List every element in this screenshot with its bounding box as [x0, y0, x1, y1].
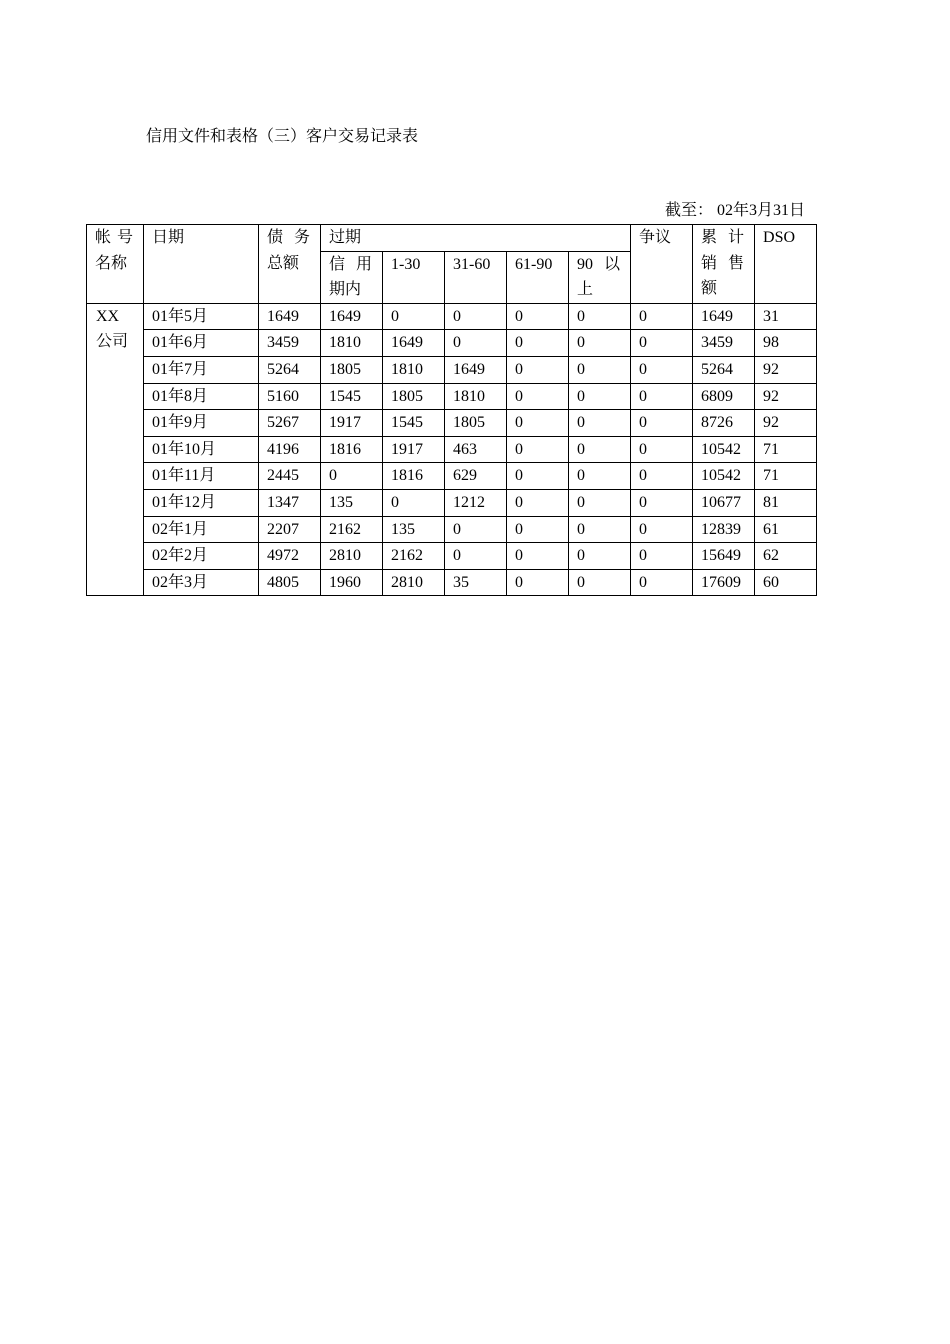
cell-overdue-61-90: 0	[507, 516, 569, 543]
cell-dispute: 0	[631, 463, 693, 490]
cell-overdue-61-90: 0	[507, 410, 569, 437]
cell-within-credit: 135	[321, 489, 383, 516]
cell-dso: 71	[755, 436, 817, 463]
cell-dispute: 0	[631, 330, 693, 357]
cell-overdue-61-90: 0	[507, 303, 569, 330]
cell-overdue-1-30: 1917	[383, 436, 445, 463]
cell-overdue-61-90: 0	[507, 463, 569, 490]
header-date: 日期	[144, 225, 259, 304]
cell-dso: 81	[755, 489, 817, 516]
header-90-plus: 90 以 上	[569, 251, 631, 303]
header-within-credit-period: 信 用 期内	[321, 251, 383, 303]
transaction-record-table	[86, 224, 817, 596]
cell-cumulative-sales: 17609	[693, 569, 755, 596]
cell-within-credit: 2162	[321, 516, 383, 543]
cell-overdue-1-30: 2162	[383, 543, 445, 570]
cell-overdue-31-60: 629	[445, 463, 507, 490]
cell-within-credit: 1917	[321, 410, 383, 437]
table-row	[87, 303, 817, 330]
table-row	[87, 436, 817, 463]
cell-overdue-90-plus: 0	[569, 356, 631, 383]
cell-cumulative-sales: 8726	[693, 410, 755, 437]
cell-overdue-1-30: 1816	[383, 463, 445, 490]
cell-total-debt: 2445	[259, 463, 321, 490]
cell-overdue-90-plus: 0	[569, 436, 631, 463]
table-row	[87, 463, 817, 490]
table-row	[87, 410, 817, 437]
table-row	[87, 569, 817, 596]
cell-total-debt: 4805	[259, 569, 321, 596]
cell-cumulative-sales: 12839	[693, 516, 755, 543]
cell-overdue-1-30: 0	[383, 303, 445, 330]
cell-total-debt: 1649	[259, 303, 321, 330]
cell-total-debt: 1347	[259, 489, 321, 516]
cell-total-debt: 2207	[259, 516, 321, 543]
cell-within-credit: 1805	[321, 356, 383, 383]
cell-overdue-90-plus: 0	[569, 543, 631, 570]
cell-total-debt: 4972	[259, 543, 321, 570]
cell-cumulative-sales: 6809	[693, 383, 755, 410]
cell-overdue-90-plus: 0	[569, 516, 631, 543]
cell-date: 02年3月	[144, 569, 259, 596]
cell-date: 01年5月	[144, 303, 259, 330]
cell-overdue-90-plus: 0	[569, 569, 631, 596]
cell-date: 01年12月	[144, 489, 259, 516]
cell-cumulative-sales: 10677	[693, 489, 755, 516]
cell-dispute: 0	[631, 356, 693, 383]
cell-overdue-1-30: 135	[383, 516, 445, 543]
cell-overdue-31-60: 0	[445, 516, 507, 543]
cell-overdue-90-plus: 0	[569, 303, 631, 330]
header-31-60: 31-60	[445, 251, 507, 303]
cell-within-credit: 1960	[321, 569, 383, 596]
table-row	[87, 516, 817, 543]
cell-overdue-31-60: 1212	[445, 489, 507, 516]
cell-overdue-90-plus: 0	[569, 410, 631, 437]
cell-dispute: 0	[631, 543, 693, 570]
cell-within-credit: 0	[321, 463, 383, 490]
header-1-30: 1-30	[383, 251, 445, 303]
header-row-1	[87, 225, 817, 252]
cell-dispute: 0	[631, 410, 693, 437]
cell-date: 01年8月	[144, 383, 259, 410]
header-dispute: 争议	[631, 225, 693, 304]
cell-overdue-31-60: 0	[445, 303, 507, 330]
cell-overdue-31-60: 1649	[445, 356, 507, 383]
cell-cumulative-sales: 15649	[693, 543, 755, 570]
cell-within-credit: 1649	[321, 303, 383, 330]
cell-date: 02年1月	[144, 516, 259, 543]
cell-date: 01年11月	[144, 463, 259, 490]
cell-cumulative-sales: 10542	[693, 463, 755, 490]
cell-cumulative-sales: 10542	[693, 436, 755, 463]
table-row	[87, 356, 817, 383]
cell-within-credit: 1816	[321, 436, 383, 463]
cell-overdue-31-60: 1810	[445, 383, 507, 410]
cell-overdue-1-30: 1649	[383, 330, 445, 357]
cell-within-credit: 1545	[321, 383, 383, 410]
cell-total-debt: 4196	[259, 436, 321, 463]
cell-dispute: 0	[631, 436, 693, 463]
cell-date: 01年9月	[144, 410, 259, 437]
cell-dispute: 0	[631, 569, 693, 596]
cell-overdue-31-60: 0	[445, 330, 507, 357]
cell-dso: 60	[755, 569, 817, 596]
cell-total-debt: 5267	[259, 410, 321, 437]
cell-dso: 71	[755, 463, 817, 490]
cell-dso: 98	[755, 330, 817, 357]
cell-overdue-1-30: 1545	[383, 410, 445, 437]
cell-overdue-1-30: 0	[383, 489, 445, 516]
cell-overdue-31-60: 463	[445, 436, 507, 463]
as-of-date: 截至： 02年3月31日	[664, 202, 805, 219]
cell-overdue-31-60: 1805	[445, 410, 507, 437]
cell-total-debt: 5264	[259, 356, 321, 383]
cell-overdue-31-60: 35	[445, 569, 507, 596]
cell-overdue-61-90: 0	[507, 569, 569, 596]
cell-overdue-1-30: 2810	[383, 569, 445, 596]
cell-dso: 92	[755, 356, 817, 383]
cell-dispute: 0	[631, 489, 693, 516]
cell-dispute: 0	[631, 303, 693, 330]
cell-date: 01年10月	[144, 436, 259, 463]
cell-date: 01年6月	[144, 330, 259, 357]
cell-dso: 92	[755, 383, 817, 410]
table-row	[87, 543, 817, 570]
cell-date: 02年2月	[144, 543, 259, 570]
cell-cumulative-sales: 5264	[693, 356, 755, 383]
header-total-debt: 债 务 总额	[259, 225, 321, 304]
cell-overdue-61-90: 0	[507, 436, 569, 463]
cell-cumulative-sales: 3459	[693, 330, 755, 357]
cell-overdue-90-plus: 0	[569, 489, 631, 516]
header-cumulative-sales: 累 计 销 售 额	[693, 225, 755, 304]
cell-overdue-90-plus: 0	[569, 330, 631, 357]
table-row	[87, 330, 817, 357]
cell-cumulative-sales: 1649	[693, 303, 755, 330]
cell-date: 01年7月	[144, 356, 259, 383]
cell-overdue-31-60: 0	[445, 543, 507, 570]
cell-total-debt: 5160	[259, 383, 321, 410]
table-row	[87, 383, 817, 410]
cell-dispute: 0	[631, 383, 693, 410]
cell-overdue-90-plus: 0	[569, 383, 631, 410]
cell-dso: 31	[755, 303, 817, 330]
header-overdue: 过期	[321, 225, 631, 252]
cell-overdue-61-90: 0	[507, 543, 569, 570]
cell-overdue-61-90: 0	[507, 330, 569, 357]
cell-overdue-61-90: 0	[507, 383, 569, 410]
account-name-cell: XX 公司	[87, 303, 144, 596]
table-row	[87, 489, 817, 516]
cell-overdue-1-30: 1805	[383, 383, 445, 410]
cell-overdue-61-90: 0	[507, 356, 569, 383]
cell-overdue-61-90: 0	[507, 489, 569, 516]
cell-total-debt: 3459	[259, 330, 321, 357]
cell-within-credit: 1810	[321, 330, 383, 357]
header-61-90: 61-90	[507, 251, 569, 303]
document-title: 信用文件和表格（三）客户交易记录表	[146, 128, 419, 145]
cell-dispute: 0	[631, 516, 693, 543]
cell-within-credit: 2810	[321, 543, 383, 570]
cell-dso: 92	[755, 410, 817, 437]
header-account-name: 帐 号 名称	[87, 225, 144, 304]
header-dso: DSO	[755, 225, 817, 304]
cell-overdue-1-30: 1810	[383, 356, 445, 383]
cell-overdue-90-plus: 0	[569, 463, 631, 490]
cell-dso: 62	[755, 543, 817, 570]
cell-dso: 61	[755, 516, 817, 543]
